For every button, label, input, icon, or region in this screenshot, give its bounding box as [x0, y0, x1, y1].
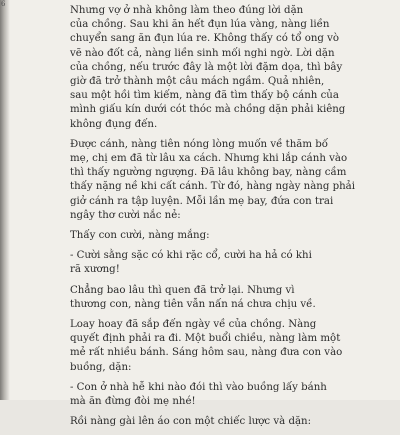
paragraph-6	[56, 318, 356, 375]
text-line: không đụng đến.	[70, 118, 158, 130]
text-line: quyết định phải ra đi. Một buổi chiều, nàng làm một	[70, 333, 341, 345]
text-line: Chẳng bao lâu thì quen đã trở lại. Nhưng vì	[70, 284, 295, 296]
text-line: của chồng. Sau khi ăn hết đụn lúa vàng, nàng liền	[70, 19, 330, 31]
text-line: - Cười sằng sặc có khi rặc cổ, cười ha hả có khi	[70, 250, 312, 262]
text-line: Rồi nàng gài lên áo con một chiếc lược và dặn:	[70, 416, 312, 428]
text-line: Được cánh, nàng tiên nóng lòng muốn về thăm bố	[70, 138, 329, 150]
paragraph-1	[56, 4, 356, 132]
text-line: sau một hồi tìm kiếm, nàng đã tìm thấy bộ cánh của	[70, 90, 339, 102]
story-text	[56, 4, 356, 435]
text-line: - Con ở nhà hễ khi nào đói thì vào buồng lấy bánh	[70, 381, 327, 393]
text-line: mẻ rất nhiều bánh. Sáng hôm sau, nàng đưa con vào	[70, 347, 343, 359]
text-line: giở cánh ra tập luyện. Mỗi lần mẹ bay, đứa con trai	[70, 195, 334, 207]
paragraph-7	[56, 381, 356, 409]
paragraph-5	[56, 284, 356, 312]
text-line: giờ đã trở thành một câu mách ngầm. Quả nhiên,	[70, 76, 325, 88]
paragraph-2	[56, 138, 356, 223]
paragraph-4	[56, 249, 356, 277]
text-line: mẹ, chị em đã từ lâu xa cách. Nhưng khi lắp cánh vào	[70, 153, 348, 165]
page-corner-mark: 6	[1, 0, 6, 8]
text-line: chuyển sang ăn đụn lúa re. Không thấy có tổ ong vò	[70, 33, 340, 45]
text-line: thì thấy ngường ngượng. Đã lâu không bay, nàng cầm	[70, 167, 347, 179]
text-line: Loay hoay đã sắp đến ngày về của chồng. Nàng	[70, 319, 317, 331]
text-line: mà ăn đừng đòi mẹ nhé!	[70, 396, 196, 408]
text-line: rã xương!	[70, 264, 120, 276]
paragraph-8	[56, 415, 356, 429]
text-line: mình giấu kín dưới cót thóc mà chồng dặn phải kiêng	[70, 104, 346, 116]
text-line: Thấy con cười, nàng mắng:	[70, 230, 210, 242]
page-gutter-shadow	[0, 0, 10, 400]
text-line: thấy nặng nề khi cất cánh. Từ đó, hàng ngày nàng phải	[70, 181, 356, 193]
text-line: thương con, nàng tiên vẫn nấn ná chưa chịu về.	[70, 298, 316, 310]
text-line: ngây thơ cười nắc nẻ:	[70, 209, 181, 221]
text-line: buồng, dặn:	[70, 361, 132, 373]
paragraph-3	[56, 229, 356, 243]
text-line: Nhưng vợ ở nhà không làm theo đúng lời dặn	[70, 5, 304, 16]
text-line: của chồng, nếu trước đây là một lời đặm dọa, thì bây	[70, 61, 343, 73]
text-line: vẽ nào đốt cả, nàng liền sinh mối nghi ngờ. Lời dặn	[70, 47, 335, 59]
